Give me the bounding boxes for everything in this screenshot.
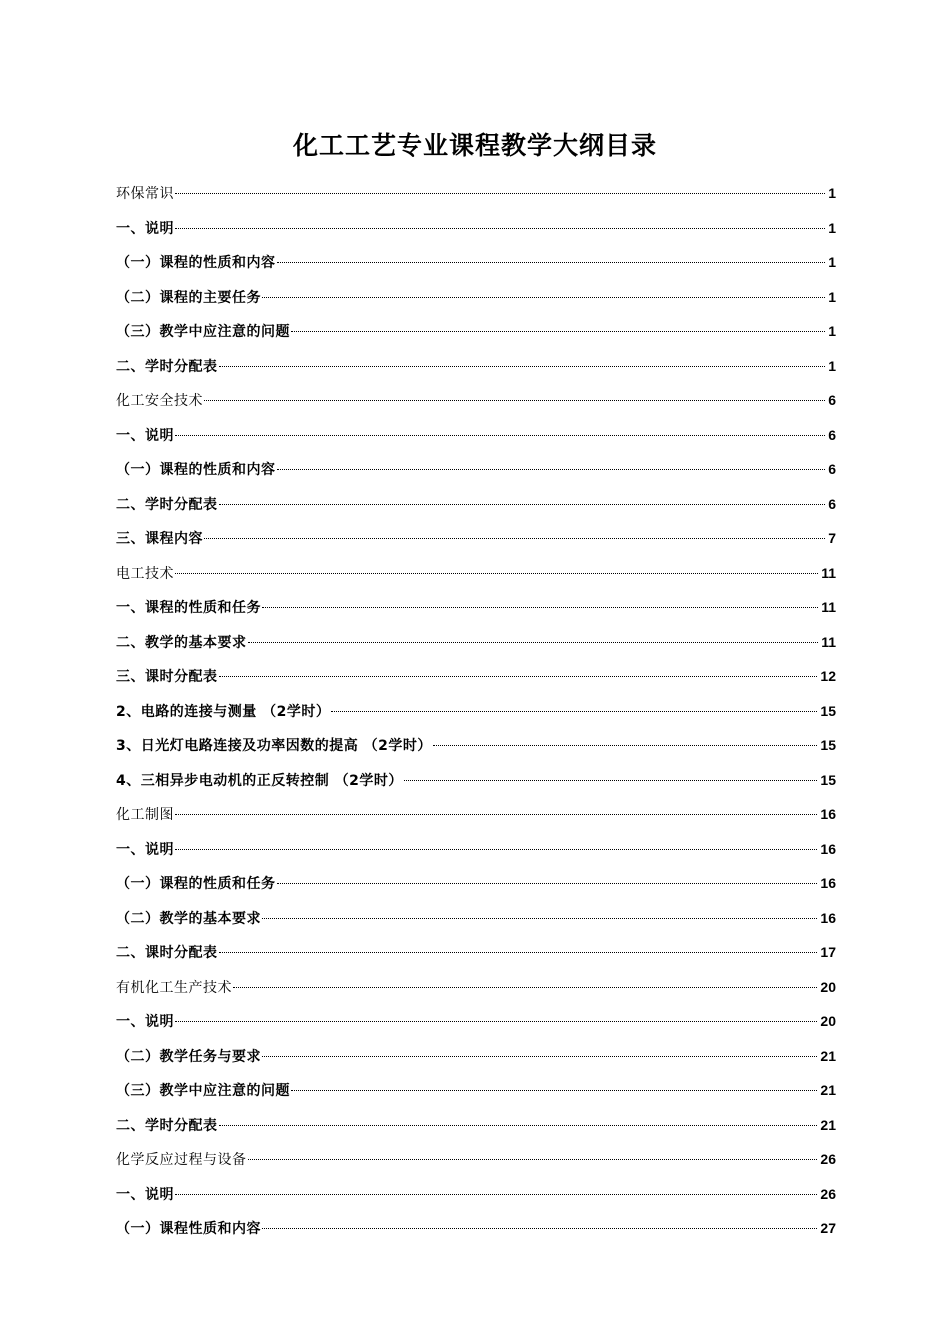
toc-entry[interactable] <box>116 245 836 280</box>
toc-entry-label: 2、电路的连接与测量 （2学时） <box>116 703 331 720</box>
toc-entry-label: 电工技术 <box>116 565 174 582</box>
toc-entry[interactable] <box>116 832 836 867</box>
toc-entry-label: 有机化工生产技术 <box>116 979 232 996</box>
toc-dot-leader <box>204 400 825 401</box>
toc-dot-leader <box>175 1194 817 1195</box>
toc-entry-label: （三）教学中应注意的问题 <box>116 324 290 340</box>
toc-entry[interactable] <box>116 176 836 211</box>
toc-entry[interactable] <box>116 901 836 936</box>
toc-dot-leader <box>262 918 817 919</box>
toc-entry-page-number: 1 <box>828 185 836 201</box>
page-title: 化工工艺专业课程教学大纲目录 <box>292 131 657 160</box>
toc-entry-page-number: 6 <box>828 461 836 477</box>
toc-entry-page-number: 21 <box>820 1082 836 1098</box>
toc-dot-leader <box>175 849 817 850</box>
toc-dot-leader <box>204 538 825 539</box>
toc-entry-label: 二、学时分配表 <box>116 496 218 513</box>
toc-entry-page-number: 16 <box>820 909 836 926</box>
toc-entry-page-number: 16 <box>820 875 836 891</box>
toc-entry[interactable] <box>116 970 836 1005</box>
toc-entry-label: （一）课程的性质和内容 <box>116 462 276 478</box>
toc-dot-leader <box>219 1125 818 1126</box>
toc-entry[interactable] <box>116 383 836 418</box>
toc-entry[interactable] <box>116 625 836 660</box>
toc-entry-label: 三、课程内容 <box>116 531 203 547</box>
toc-dot-leader <box>233 987 817 988</box>
toc-entry-label: 二、学时分配表 <box>116 358 218 375</box>
toc-dot-leader <box>175 435 825 436</box>
toc-entry[interactable] <box>116 1177 836 1212</box>
toc-dot-leader <box>219 952 818 953</box>
toc-entry[interactable] <box>116 1142 836 1177</box>
toc-entry-page-number: 11 <box>821 564 836 581</box>
toc-entry-page-number: 21 <box>820 1047 836 1064</box>
toc-entry-page-number: 11 <box>821 599 836 615</box>
toc-entry-label: 化学反应过程与设备 <box>116 1152 247 1168</box>
toc-entry-label: （一）课程的性质和任务 <box>116 876 276 892</box>
toc-entry-label: 一、说明 <box>116 1014 174 1030</box>
toc-dot-leader <box>433 745 818 746</box>
toc-dot-leader <box>262 1228 817 1229</box>
toc-entry-page-number: 1 <box>828 357 836 374</box>
toc-entry-label: （一）课程性质和内容 <box>116 1221 261 1237</box>
toc-entry-page-number: 6 <box>828 426 836 443</box>
toc-dot-leader <box>262 297 825 298</box>
toc-entry[interactable] <box>116 728 836 763</box>
toc-entry[interactable] <box>116 349 836 384</box>
toc-entry[interactable] <box>116 659 836 694</box>
toc-entry-label: （二）教学任务与要求 <box>116 1048 261 1065</box>
toc-entry-page-number: 16 <box>820 806 836 822</box>
toc-entry[interactable] <box>116 556 836 591</box>
toc-entry[interactable] <box>116 452 836 487</box>
toc-entry-label: 一、说明 <box>116 1186 174 1203</box>
toc-entry-label: 化工安全技术 <box>116 393 203 409</box>
toc-entry-page-number: 15 <box>820 702 836 719</box>
toc-entry[interactable] <box>116 1004 836 1039</box>
toc-entry[interactable] <box>116 694 836 729</box>
toc-entry-page-number: 6 <box>828 495 836 512</box>
toc-entry[interactable] <box>116 866 836 901</box>
toc-dot-leader <box>175 228 825 229</box>
toc-dot-leader <box>291 331 825 332</box>
toc-dot-leader <box>277 469 826 470</box>
toc-dot-leader <box>219 504 826 505</box>
toc-entry-page-number: 21 <box>820 1116 836 1133</box>
toc-entry[interactable] <box>116 763 836 798</box>
toc-entry-page-number: 12 <box>820 668 836 684</box>
toc-entry-label: 4、三相异步电动机的正反转控制 （2学时） <box>116 772 403 789</box>
table-of-contents <box>116 176 836 1246</box>
toc-entry-page-number: 20 <box>820 1013 836 1029</box>
toc-entry[interactable] <box>116 1073 836 1108</box>
toc-entry[interactable] <box>116 487 836 522</box>
toc-entry-page-number: 7 <box>828 530 836 546</box>
toc-entry-page-number: 6 <box>828 392 836 408</box>
toc-entry-page-number: 15 <box>820 737 836 753</box>
toc-dot-leader <box>404 780 818 781</box>
toc-entry-label: 二、教学的基本要求 <box>116 634 247 651</box>
toc-dot-leader <box>262 1056 817 1057</box>
toc-entry-page-number: 1 <box>828 288 836 305</box>
toc-dot-leader <box>248 642 819 643</box>
toc-entry[interactable] <box>116 280 836 315</box>
toc-entry-label: （三）教学中应注意的问题 <box>116 1083 290 1099</box>
toc-dot-leader <box>175 573 818 574</box>
toc-entry-page-number: 20 <box>820 978 836 995</box>
toc-dot-leader <box>291 1090 817 1091</box>
toc-entry[interactable] <box>116 797 836 832</box>
toc-dot-leader <box>175 1021 817 1022</box>
toc-entry[interactable] <box>116 314 836 349</box>
toc-entry[interactable] <box>116 935 836 970</box>
toc-entry-page-number: 1 <box>828 323 836 339</box>
toc-dot-leader <box>277 883 818 884</box>
toc-entry-page-number: 16 <box>820 840 836 857</box>
toc-entry-page-number: 15 <box>820 771 836 788</box>
toc-entry-label: 二、学时分配表 <box>116 1117 218 1134</box>
toc-entry[interactable] <box>116 1211 836 1246</box>
toc-dot-leader <box>277 262 826 263</box>
toc-entry[interactable] <box>116 1108 836 1143</box>
toc-entry-page-number: 1 <box>828 219 836 236</box>
toc-entry-page-number: 26 <box>820 1185 836 1202</box>
toc-entry[interactable] <box>116 1039 836 1074</box>
toc-entry[interactable] <box>116 521 836 556</box>
toc-entry-label: 环保常识 <box>116 186 174 202</box>
toc-entry-label: 三、课时分配表 <box>116 669 218 685</box>
toc-entry-label: （二）教学的基本要求 <box>116 910 261 927</box>
toc-entry-label: 二、课时分配表 <box>116 945 218 961</box>
toc-entry-label: 一、说明 <box>116 841 174 858</box>
toc-entry-page-number: 17 <box>820 944 836 960</box>
toc-entry-page-number: 27 <box>820 1220 836 1236</box>
toc-entry-label: 化工制图 <box>116 807 174 823</box>
toc-dot-leader <box>175 814 817 815</box>
toc-entry-label: （二）课程的主要任务 <box>116 289 261 306</box>
toc-dot-leader <box>175 193 825 194</box>
toc-entry-label: 一、说明 <box>116 427 174 444</box>
toc-entry-page-number: 11 <box>821 633 836 650</box>
toc-entry-label: （一）课程的性质和内容 <box>116 255 276 271</box>
toc-entry[interactable] <box>116 418 836 453</box>
toc-dot-leader <box>219 676 818 677</box>
toc-dot-leader <box>262 607 818 608</box>
toc-entry[interactable] <box>116 211 836 246</box>
toc-entry-page-number: 1 <box>828 254 836 270</box>
toc-entry-label: 一、课程的性质和任务 <box>116 600 261 616</box>
toc-dot-leader <box>331 711 817 712</box>
toc-entry-page-number: 26 <box>820 1151 836 1167</box>
toc-entry-label: 3、日光灯电路连接及功率因数的提高 （2学时） <box>116 738 432 754</box>
toc-entry-label: 一、说明 <box>116 220 174 237</box>
toc-dot-leader <box>248 1159 818 1160</box>
toc-entry[interactable] <box>116 590 836 625</box>
toc-dot-leader <box>219 366 826 367</box>
